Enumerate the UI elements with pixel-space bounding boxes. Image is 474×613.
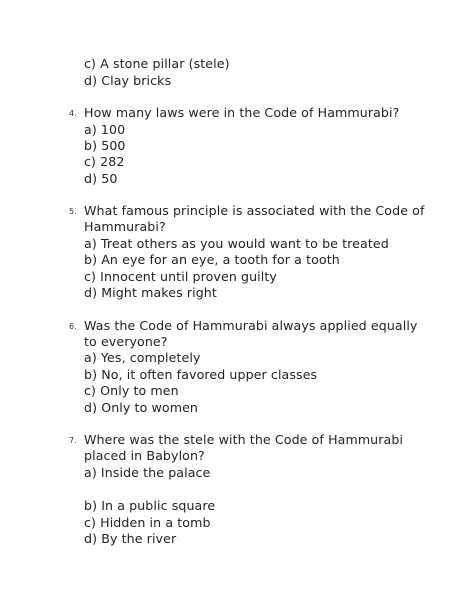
q5-option-d: d) Might makes right (84, 285, 217, 300)
q6-question-line-2: to everyone? (84, 334, 168, 349)
q4-question-line-1: How many laws were in the Code of Hammurabi? (84, 105, 400, 120)
q7-option-c: c) Hidden in a tomb (84, 515, 211, 530)
q3-option-d: d) Clay bricks (84, 73, 172, 88)
q6-number: 6. (69, 322, 77, 331)
q5-question-line-1: What famous principle is associated with the Code of (84, 203, 425, 218)
q5-option-b: b) An eye for an eye, a tooth for a tooth (84, 252, 340, 267)
q4-option-d: d) 50 (84, 171, 118, 186)
q4-option-b: b) 500 (84, 138, 126, 153)
q6-option-d: d) Only to women (84, 400, 199, 415)
q6-question-line-1: Was the Code of Hammurabi always applied equally (84, 318, 418, 333)
q6-option-a: a) Yes, completely (84, 350, 201, 365)
q4-option-c: c) 282 (84, 154, 125, 169)
q7-question-line-2: placed in Babylon? (84, 448, 205, 463)
q5-option-a: a) Treat others as you would want to be treated (84, 236, 389, 251)
q7-question-line-1: Where was the stele with the Code of Hammurabi (84, 432, 404, 447)
q5-option-c: c) Innocent until proven guilty (84, 269, 277, 284)
q5-question-line-2: Hammurabi? (84, 219, 166, 234)
q7-option-a: a) Inside the palace (84, 465, 211, 480)
q6-option-b: b) No, it often favored upper classes (84, 367, 318, 382)
q4-number: 4. (69, 109, 77, 118)
q7-option-d: d) By the river (84, 531, 177, 546)
q7-option-b: b) In a public square (84, 498, 216, 513)
q7-number: 7. (69, 436, 77, 445)
q4-option-a: a) 100 (84, 122, 126, 137)
q6-option-c: c) Only to men (84, 383, 179, 398)
q3-option-c: c) A stone pillar (stele) (84, 56, 230, 71)
q5-number: 5. (69, 207, 77, 216)
